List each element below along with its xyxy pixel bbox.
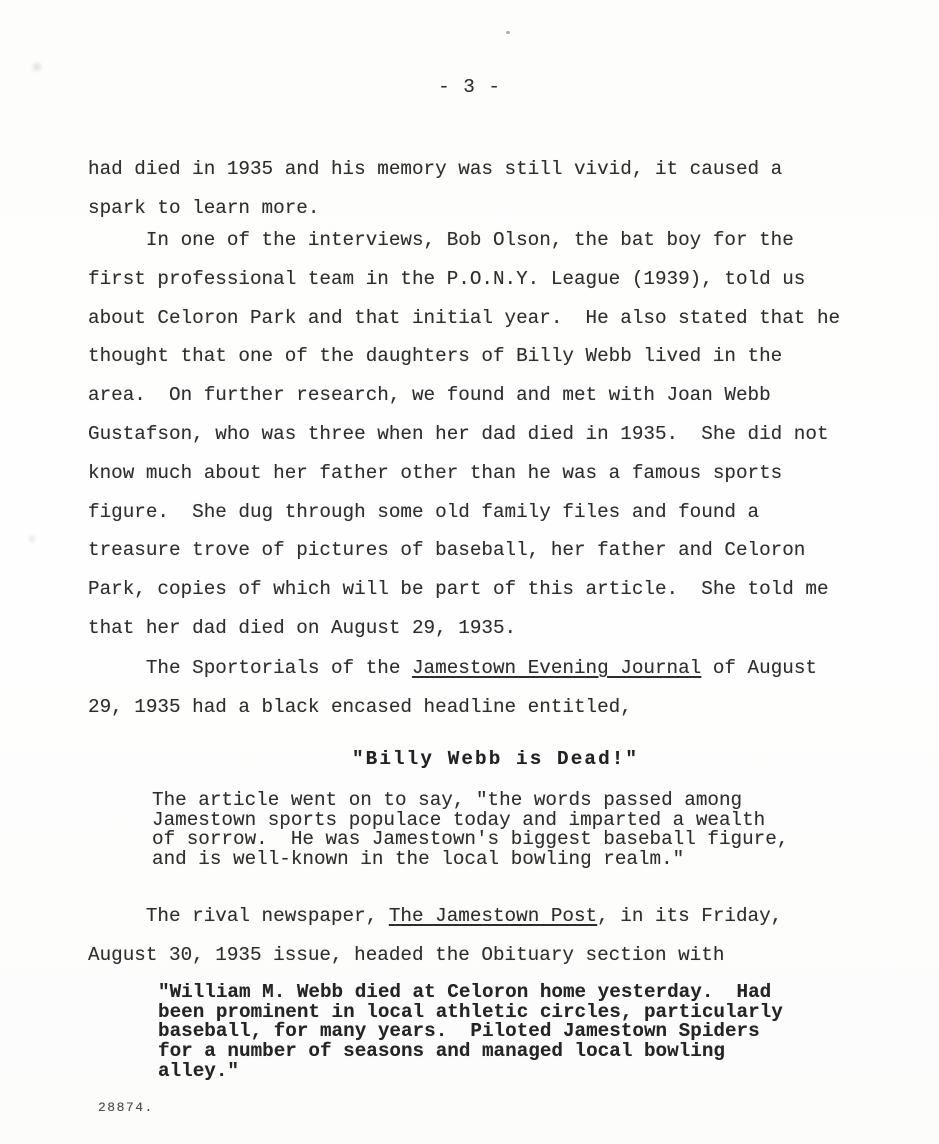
text-line: figure. She dug through some old family files and found a xyxy=(88,500,760,523)
paragraph-sportorials xyxy=(88,649,817,727)
text-segment: of August xyxy=(701,657,817,679)
text-line: thought that one of the daughters of Billy Webb lived in the xyxy=(88,345,783,368)
text-line: August 30, 1935 issue, headed the Obituary section with xyxy=(88,943,725,966)
publication-title-underlined: Jamestown Evening Journal xyxy=(411,657,702,679)
quote-block-obituary xyxy=(158,983,783,1082)
text-line xyxy=(88,649,817,688)
quote-block-evening-journal xyxy=(152,791,788,870)
paragraph-interviews xyxy=(88,221,840,648)
text-line: "William M. Webb died at Celoron home yesterday. Had xyxy=(158,981,772,1003)
text-line: Gustafson, who was three when her dad died in 1935. She did not xyxy=(88,422,829,445)
text-line: had died in 1935 and his memory was still vivid, it caused a xyxy=(88,158,783,180)
text-line: of sorrow. He was Jamestown's biggest baseball figure, xyxy=(152,828,789,851)
text-line: been prominent in local athletic circles, particularly xyxy=(158,1000,783,1023)
text-line: area. On further research, we found and met with Joan Webb xyxy=(88,384,771,407)
publication-title-underlined: The Jamestown Post xyxy=(388,905,598,927)
article-headline: "Billy Webb is Dead!" xyxy=(352,748,640,770)
paragraph-intro xyxy=(88,150,782,228)
text-line: 29, 1935 had a black encased headline entitled, xyxy=(88,695,632,718)
text-line xyxy=(88,897,782,936)
text-line: first professional team in the P.O.N.Y. League (1939), told us xyxy=(88,267,806,290)
text-segment: The rival newspaper, xyxy=(88,905,389,927)
text-line: spark to learn more. xyxy=(88,196,320,219)
scan-artifact-speck xyxy=(26,534,38,544)
paragraph-rival-newspaper xyxy=(88,897,782,975)
text-segment: , in its Friday, xyxy=(597,905,783,927)
text-line: for a number of seasons and managed local bowling xyxy=(158,1040,725,1063)
text-line: baseball, for many years. Piloted Jamestown Spiders xyxy=(158,1020,760,1043)
scan-artifact-dot xyxy=(506,31,510,34)
text-line: Park, copies of which will be part of this article. She told me xyxy=(88,578,829,601)
text-line: know much about her father other than he was a famous sports xyxy=(88,461,783,484)
text-line: about Celoron Park and that initial year. He also stated that he xyxy=(88,306,841,329)
text-line: treasure trove of pictures of baseball, her father and Celoron xyxy=(88,539,806,562)
text-segment: The Sportorials of the xyxy=(88,657,412,679)
text-line: In one of the interviews, Bob Olson, the bat boy for the xyxy=(88,229,794,251)
text-line: Jamestown sports populace today and imparted a wealth xyxy=(152,808,766,831)
text-line: The article went on to say, "the words passed among xyxy=(152,789,743,811)
page-number: - 3 - xyxy=(438,76,501,98)
text-line: that her dad died on August 29, 1935. xyxy=(88,616,517,639)
scan-artifact-speck xyxy=(30,61,44,73)
document-ref-number: 28874. xyxy=(98,1100,154,1115)
text-line: alley." xyxy=(158,1059,239,1082)
text-line: and is well-known in the local bowling realm." xyxy=(152,848,685,871)
